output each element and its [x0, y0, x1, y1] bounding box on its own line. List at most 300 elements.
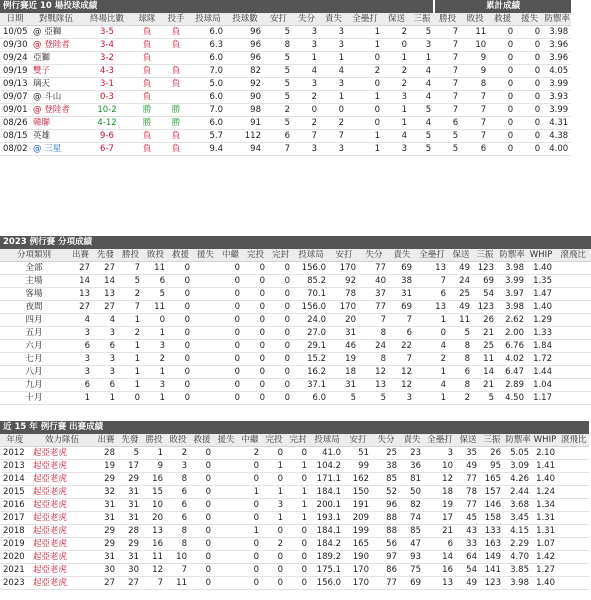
column-header: 敗投 [461, 13, 489, 26]
stat-cell: 3.99 [497, 275, 527, 288]
stat-cell: 149 [480, 551, 504, 564]
stat-cell: 123 [473, 301, 497, 314]
column-header: 中繼 [218, 249, 243, 262]
stat-cell: 0 [168, 275, 193, 288]
stat-cell: 7 [359, 314, 389, 327]
opponent-cell: @ 登陸者 [30, 104, 82, 117]
stat-cell: 8 [264, 39, 293, 52]
stat-cell: 0 [190, 499, 214, 512]
stat-cell: 19 [94, 460, 118, 473]
stat-cell: 0 [262, 473, 286, 486]
stat-cell [558, 460, 589, 473]
stat-cell: 50 [400, 486, 424, 499]
stat-cell: 0 [286, 564, 310, 577]
table-row [0, 353, 591, 366]
stat-cell: 56 [372, 538, 400, 551]
stat-cell: 3.97 [497, 288, 527, 301]
stat-cell: 0 [168, 353, 193, 366]
stat-cell: 1 [320, 91, 347, 104]
stat-cell: 3 [166, 460, 190, 473]
stat-cell: 3 [293, 26, 320, 39]
stat-cell: 0 [268, 262, 293, 275]
stat-cell: 1 [347, 143, 383, 156]
stat-cell: 6 [415, 288, 449, 301]
stat-cell: 4 [68, 314, 93, 327]
stat-cell: 0 [238, 512, 262, 525]
column-header: 失分 [372, 434, 400, 447]
stat-cell: 3 [383, 143, 410, 156]
stat-cell: 0 [268, 392, 293, 405]
stat-cell: 162 [344, 473, 372, 486]
stat-cell: 3 [143, 340, 168, 353]
opponent-cell: 韓聯 [30, 117, 82, 130]
stat-cell: 49 [449, 301, 473, 314]
stat-cell: 0 [238, 551, 262, 564]
stat-cell: 5 [410, 26, 434, 39]
stat-cell: 0 [286, 577, 310, 590]
table-row [0, 499, 589, 512]
stat-cell: 7 [461, 104, 489, 117]
stat-cell: 2 [449, 392, 473, 405]
section-title: 近 15 年 例行賽 出賽成績 [0, 421, 589, 434]
team-cell: 起亞老虎 [30, 538, 94, 551]
stat-cell: 2 [118, 288, 143, 301]
stat-cell: 1 [347, 130, 383, 143]
stat-cell: 31 [389, 288, 415, 301]
team-cell: 起亞老虎 [30, 512, 94, 525]
table-row [0, 486, 589, 499]
team-result-cell: 負 [132, 52, 162, 65]
team-cell: 起亞老虎 [30, 486, 94, 499]
stat-cell: 81 [400, 473, 424, 486]
stat-cell: 3 [320, 143, 347, 156]
stat-cell: 1.40 [527, 301, 555, 314]
column-header: 三振 [473, 249, 497, 262]
stat-cell: 1 [118, 353, 143, 366]
stat-cell: 49 [449, 262, 473, 275]
stat-cell: 199 [344, 525, 372, 538]
date-cell: 09/13 [0, 78, 30, 91]
stat-cell: 5 [359, 392, 389, 405]
stat-cell: 163 [480, 538, 504, 551]
date-cell: 08/26 [0, 117, 30, 130]
stat-cell: 1.27 [532, 564, 558, 577]
stat-cell: 6 [93, 340, 118, 353]
stat-cell: 0 [238, 577, 262, 590]
stat-cell: 0 [218, 353, 243, 366]
stat-cell: 7 [461, 130, 489, 143]
stat-cell: 3.93 [543, 91, 571, 104]
stat-cell [558, 538, 589, 551]
stat-cell: 0 [168, 366, 193, 379]
stat-cell: 0 [489, 65, 516, 78]
stat-cell: 1 [347, 39, 383, 52]
stat-cell: 1 [143, 392, 168, 405]
column-header: 救援 [168, 249, 193, 262]
table-row [0, 91, 571, 104]
stat-cell: 7 [434, 26, 461, 39]
stat-cell [558, 447, 589, 460]
column-header: 勝投 [118, 249, 143, 262]
column-header: 保送 [449, 249, 473, 262]
stat-cell: 0 [262, 551, 286, 564]
stat-cell: 29 [118, 538, 142, 551]
date-cell: 09/01 [0, 104, 30, 117]
table-row [0, 130, 571, 143]
stat-cell: 20 [329, 314, 359, 327]
stat-cell: 2 [143, 353, 168, 366]
stat-cell: 8 [461, 78, 489, 91]
column-header: 投手 [162, 13, 190, 26]
column-header: 完封 [268, 249, 293, 262]
stat-cell: 3 [293, 78, 320, 91]
stat-cell: 6.76 [497, 340, 527, 353]
stat-cell: 5 [264, 26, 293, 39]
stat-cell [193, 262, 218, 275]
stat-cell: 0 [516, 117, 543, 130]
stat-cell: 8 [166, 538, 190, 551]
stat-cell: 1 [383, 117, 410, 130]
stat-cell: 3 [383, 91, 410, 104]
stat-cell: 123 [480, 577, 504, 590]
stat-cell: 29 [94, 538, 118, 551]
stat-cell: 0 [286, 538, 310, 551]
table-row [0, 366, 591, 379]
stat-cell [193, 314, 218, 327]
stat-cell [214, 564, 238, 577]
stat-cell: 21 [473, 379, 497, 392]
stat-cell: 31 [118, 551, 142, 564]
stat-cell: 70.1 [293, 288, 329, 301]
stat-cell: 184.1 [310, 525, 344, 538]
stat-cell: 0 [516, 65, 543, 78]
stat-cell: 49 [456, 460, 480, 473]
stat-cell: 6 [93, 379, 118, 392]
stat-cell: 98 [226, 104, 264, 117]
stat-cell: 37 [359, 288, 389, 301]
stat-cell: 0 [243, 314, 268, 327]
stat-cell: 0 [268, 327, 293, 340]
stat-cell: 9.4 [190, 143, 226, 156]
stat-cell: 26 [480, 447, 504, 460]
stat-cell: 91 [226, 117, 264, 130]
column-header: 防禦率 [544, 14, 570, 24]
stat-cell: 0 [190, 525, 214, 538]
stat-cell: 184.1 [310, 486, 344, 499]
stat-cell: 0 [190, 460, 214, 473]
column-header: 日期 [0, 13, 30, 26]
table-row [0, 65, 571, 78]
stat-cell: 1.17 [527, 392, 555, 405]
stat-cell: 0 [347, 52, 383, 65]
stat-cell: 1.40 [532, 577, 558, 590]
year-cell: 2020 [0, 551, 30, 564]
column-header: 投球數 [226, 13, 264, 26]
stat-cell: 29 [118, 473, 142, 486]
opponent-cell: @ 登陸者 [30, 39, 82, 52]
cumulative-title: 累計成績 [434, 0, 571, 13]
stat-cell: 75 [400, 564, 424, 577]
column-header: 投球局 [310, 434, 344, 447]
pitcher-result-cell: 負 [162, 78, 190, 91]
stat-cell: 0 [243, 275, 268, 288]
stat-cell: 5 [264, 78, 293, 91]
column-header: 終場比數 [82, 13, 132, 26]
stat-cell: 0 [268, 340, 293, 353]
stat-cell [193, 353, 218, 366]
column-header: 先發 [118, 434, 142, 447]
stat-cell: 0 [218, 262, 243, 275]
stat-cell: 1 [383, 104, 410, 117]
year-cell: 2014 [0, 473, 30, 486]
stat-cell: 21 [424, 525, 456, 538]
stat-cell: 3 [410, 39, 434, 52]
stat-cell: 4.02 [497, 353, 527, 366]
column-header: 安打 [264, 13, 293, 26]
stat-cell: 0 [489, 104, 516, 117]
stat-cell: 0 [268, 314, 293, 327]
stat-cell: 12 [389, 366, 415, 379]
score-cell: 3-4 [82, 39, 132, 52]
stat-cell: 0 [218, 288, 243, 301]
stat-cell: 10 [166, 551, 190, 564]
stat-cell: 5 [118, 447, 142, 460]
stat-cell: 112 [226, 130, 264, 143]
stat-cell: 0 [489, 130, 516, 143]
stat-cell: 7.0 [190, 104, 226, 117]
column-header: 效力隊伍 [30, 434, 94, 447]
stat-cell: 2.00 [497, 327, 527, 340]
team-result-cell: 勝 [132, 117, 162, 130]
stat-cell [555, 275, 591, 288]
stat-cell: 49 [456, 577, 480, 590]
opponent-cell: 亞獅 [30, 52, 82, 65]
stat-cell: 13 [142, 525, 166, 538]
stat-cell: 0 [489, 52, 516, 65]
stat-cell: 8 [449, 340, 473, 353]
stat-cell: 0 [268, 366, 293, 379]
stat-cell: 209 [344, 512, 372, 525]
stat-cell: 0 [190, 473, 214, 486]
stat-cell: 27 [93, 262, 118, 275]
stat-cell: 5 [473, 392, 497, 405]
stat-cell: 0 [516, 26, 543, 39]
pitcher-result-cell: 負 [162, 65, 190, 78]
stat-cell: 0 [168, 340, 193, 353]
stat-cell: 1 [347, 91, 383, 104]
stat-cell: 170 [329, 301, 359, 314]
stat-cell: 16 [142, 538, 166, 551]
stat-cell [193, 392, 218, 405]
table-row [0, 275, 591, 288]
team-result-cell: 負 [132, 39, 162, 52]
column-header: 防禦率 [497, 249, 527, 262]
stat-cell: 104.2 [310, 460, 344, 473]
stat-cell: 7 [264, 143, 293, 156]
stat-cell: 5 [410, 104, 434, 117]
stat-cell: 1 [143, 327, 168, 340]
stat-cell: 5 [264, 52, 293, 65]
stat-cell: 4 [410, 78, 434, 91]
table-row [0, 327, 591, 340]
stat-cell: 1.40 [527, 262, 555, 275]
stat-cell: 191 [344, 499, 372, 512]
stat-cell: 0 [143, 314, 168, 327]
stat-cell: 88 [372, 525, 400, 538]
stat-cell: 6.47 [497, 366, 527, 379]
stat-cell: 0 [243, 379, 268, 392]
stat-cell: 5 [434, 143, 461, 156]
stat-cell: 16.2 [293, 366, 329, 379]
table-row [0, 473, 589, 486]
stat-cell: 1.33 [527, 327, 555, 340]
stat-cell: 165 [480, 473, 504, 486]
stat-cell: 88 [372, 512, 400, 525]
stat-cell: 1 [286, 486, 310, 499]
stat-cell: 14 [68, 275, 93, 288]
stat-cell: 1 [415, 392, 449, 405]
stat-cell: 2 [264, 104, 293, 117]
score-cell: 3-1 [82, 78, 132, 91]
stat-cell: 0 [190, 538, 214, 551]
pitcher-result-cell [162, 91, 190, 104]
column-header: 中繼 [238, 434, 262, 447]
stat-cell: 2 [415, 353, 449, 366]
table-row [0, 379, 591, 392]
column-header: 滾飛比 [558, 434, 589, 447]
stat-cell [214, 538, 238, 551]
stat-cell: 0 [268, 353, 293, 366]
column-header: 保送 [383, 13, 410, 26]
stat-cell: 0 [516, 143, 543, 156]
stat-cell: 7 [118, 301, 143, 314]
stat-cell: 156.0 [293, 301, 329, 314]
stat-cell: 8 [449, 353, 473, 366]
stat-cell: 3.68 [504, 499, 532, 512]
stat-cell [214, 551, 238, 564]
stat-cell: 77 [359, 262, 389, 275]
stat-cell: 1.40 [532, 473, 558, 486]
stat-cell: 5 [329, 392, 359, 405]
stat-cell [558, 512, 589, 525]
stat-cell: 0 [262, 447, 286, 460]
stat-cell: 5 [410, 143, 434, 156]
stat-cell: 11 [143, 301, 168, 314]
column-header: 完投 [262, 434, 286, 447]
stat-cell: 18 [424, 486, 456, 499]
stat-cell: 5.7 [190, 130, 226, 143]
stat-cell: 158 [480, 512, 504, 525]
team-result-cell: 負 [132, 91, 162, 104]
stat-cell: 5 [449, 327, 473, 340]
stat-cell: 2 [320, 117, 347, 130]
stat-cell: 6 [166, 499, 190, 512]
stat-cell [193, 275, 218, 288]
stat-cell: 170 [329, 262, 359, 275]
team-cell: 起亞老虎 [30, 473, 94, 486]
stat-cell [558, 564, 589, 577]
stat-cell: 27 [94, 577, 118, 590]
stat-cell: 0 [383, 39, 410, 52]
stat-cell: 0 [415, 327, 449, 340]
pitcher-result-cell: 負 [162, 26, 190, 39]
stat-cell: 0 [168, 392, 193, 405]
stat-cell: 31 [118, 499, 142, 512]
stat-cell: 29 [94, 473, 118, 486]
stat-cell: 11 [142, 551, 166, 564]
date-cell: 09/07 [0, 91, 30, 104]
stat-cell: 0 [168, 262, 193, 275]
column-header: 球隊 [132, 13, 162, 26]
stat-cell [555, 353, 591, 366]
column-header: 三振 [410, 13, 434, 26]
stat-cell: 40 [359, 275, 389, 288]
stat-cell: 1.04 [527, 379, 555, 392]
stat-cell: 6 [264, 130, 293, 143]
stat-cell: 6.0 [293, 392, 329, 405]
stat-cell: 1.41 [532, 460, 558, 473]
column-header: 援失 [516, 13, 543, 26]
stat-cell [555, 366, 591, 379]
stat-cell: 1.72 [527, 353, 555, 366]
stat-cell: 31 [118, 512, 142, 525]
stat-cell: 3 [68, 327, 93, 340]
year-cell: 2012 [0, 447, 30, 460]
score-cell: 3-2 [82, 52, 132, 65]
stat-cell: 6 [166, 486, 190, 499]
stat-cell: 0 [168, 301, 193, 314]
stat-cell: 12 [359, 366, 389, 379]
stat-cell: 7 [434, 65, 461, 78]
stat-cell: 52 [372, 486, 400, 499]
column-header: 責失 [320, 13, 347, 26]
stat-cell: 5 [118, 275, 143, 288]
stat-cell: 3 [293, 39, 320, 52]
split-label-cell: 八月 [0, 366, 68, 379]
stat-cell: 3 [389, 392, 415, 405]
stat-cell [193, 340, 218, 353]
stat-cell: 0 [347, 117, 383, 130]
stat-cell: 85 [400, 525, 424, 538]
stat-cell: 0 [190, 512, 214, 525]
year-cell: 2017 [0, 512, 30, 525]
column-header: 投球局 [190, 13, 226, 26]
stat-cell: 0 [516, 104, 543, 117]
stat-cell: 47 [400, 538, 424, 551]
column-header: 失分 [359, 249, 389, 262]
stat-cell: 4 [410, 117, 434, 130]
stat-cell: 28 [94, 447, 118, 460]
stat-cell: 184.2 [310, 538, 344, 551]
opponent-cell: 璃天 [30, 78, 82, 91]
stat-cell: 4.50 [497, 392, 527, 405]
opponent-cell: 雙子 [30, 65, 82, 78]
table-row [0, 288, 591, 301]
split-label-cell: 十月 [0, 392, 68, 405]
stat-cell: 0 [238, 473, 262, 486]
stat-cell: 3.96 [543, 39, 571, 52]
stat-cell: 19 [424, 499, 456, 512]
stat-cell: 7 [293, 130, 320, 143]
column-header: 全壘打 [347, 13, 383, 26]
stat-cell: 141 [480, 564, 504, 577]
stat-cell: 31 [329, 327, 359, 340]
stat-cell: 36 [400, 460, 424, 473]
column-header: 援失 [214, 434, 238, 447]
stat-cell: 0 [190, 447, 214, 460]
stat-cell: 0 [243, 340, 268, 353]
column-header: 投球局 [293, 249, 329, 262]
